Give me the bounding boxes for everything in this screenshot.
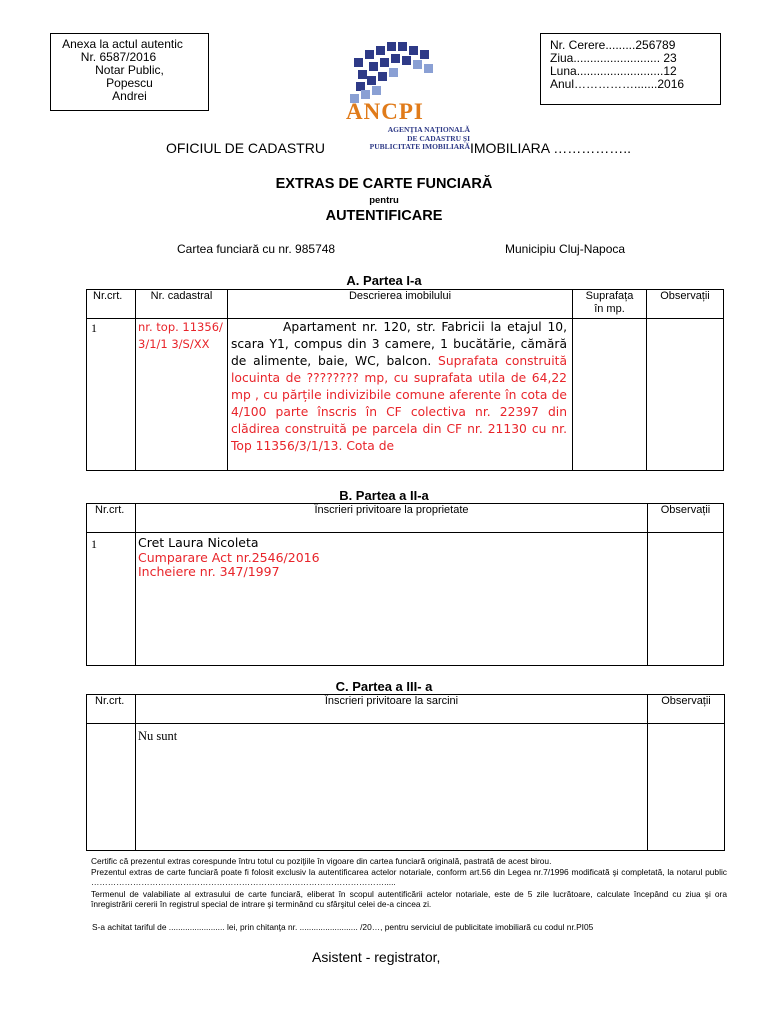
annex-box: [50, 33, 209, 111]
col-observatii: Observații: [648, 504, 724, 533]
table-row: [87, 319, 724, 471]
ancpi-logo: [338, 36, 473, 156]
owner-act: Cumparare Act nr.2546/2016: [138, 549, 320, 565]
logo-subtitle-line: AGENȚIA NAȚIONALĂ: [387, 125, 470, 134]
row-observatii: [648, 533, 724, 666]
footer-notes: [91, 856, 727, 933]
row-sarcini: Nu sunt: [136, 724, 648, 851]
row-nr: 1: [87, 319, 136, 471]
document-subtitle: AUTENTIFICARE: [325, 208, 443, 224]
table-row: [87, 533, 724, 666]
table-header-row: [87, 504, 724, 533]
footer-certification: Certific că prezentul extras corespunde întru totul cu poziţiile în vigoare din cartea funciară originală, pastrată de acest birou.: [91, 856, 552, 866]
col-observatii: Observații: [648, 695, 725, 724]
row-observatii: [648, 724, 725, 851]
description-suprafata: Suprafata construită locuinta de ???????? mp, cu suprafata utila de 64,22 mp , cu părțile indivizibile comune aferente în cota de 4/100 parte înscris în CF colectiva nr. 22397 din clădirea construită pe parcela din CF nr. 21130 cu nr. Top 11356/3/1/13. Cota de: [231, 354, 567, 453]
footer-usage: Prezentul extras de carte funciară poate fi folosit exclusiv la autentificarea actelor notariale, conform art.56 din Legea nr.7/1996 modificată şi completată, la notarul public …………………………………………………………………………………………….....: [91, 866, 727, 888]
logo-subtitle-line: DE CADASTRU ȘI: [407, 133, 470, 143]
annex-line: Nr. 6587/2016: [80, 50, 157, 64]
footer-validity: Termenul de valabiliate al extrasului de carte funciară, eliberat în scopul autentificării actelor notariale, este de 5 zile lucrătoare, calculate începând cu ziua şi ora înregistrării cererii în registrul special de intrare şi terminând cu sfârşitul celei de-a cincea zi.: [91, 888, 727, 910]
col-observatii: Observații: [647, 290, 724, 319]
annex-line: Notar Public,: [95, 63, 164, 77]
table-partea-2: [86, 503, 724, 666]
col-nr-crt: Nr.crt.: [87, 290, 136, 319]
row-owner: [136, 533, 648, 666]
col-inscrieri-proprietate: Înscrieri privitoare la proprietate: [136, 504, 648, 533]
col-nr-cadastral: Nr. cadastral: [136, 290, 228, 319]
office-right: IMOBILIARA ……………..: [470, 140, 632, 156]
annex-line: Popescu: [106, 76, 153, 90]
cartea-funciara-number: Cartea funciară cu nr. 985748: [177, 242, 336, 256]
request-year: Anul…………….......2016: [550, 77, 685, 91]
section-a-title: A. Partea I-a: [346, 273, 422, 288]
request-month: Luna..........................12: [550, 64, 677, 78]
col-nr-crt: Nr.crt.: [87, 504, 136, 533]
table-header-row: [87, 695, 725, 724]
row-nr: 1: [87, 533, 136, 666]
request-day: Ziua.......................... 23: [550, 51, 677, 65]
logo-subtitle-line: PUBLICITATE IMOBILIARĂ: [369, 142, 470, 151]
footer-tarif: S-a achitat tariful de ........................ lei, prin chitanţa nr. ......................... /20…, pentru serviciul de publicitate imobiliară cu codul nr.PI05: [92, 921, 594, 932]
table-row: [87, 724, 725, 851]
table-partea-3: [86, 694, 725, 851]
request-number: Nr. Cerere.........256789: [550, 38, 676, 52]
municipiu: Municipiu Cluj-Napoca: [505, 242, 626, 256]
table-partea-1: [86, 289, 724, 471]
description-text: Apartament nr. 120, str. Fabricii la etajul 10, scara Y1, compus din 3 camere, 1 bucătărie, cămără de alimente, baie, WC, balcon.: [231, 320, 567, 368]
annex-line: Anexa la actul autentic: [62, 37, 183, 51]
row-description: [228, 319, 573, 471]
col-nr-crt: Nr.crt.: [87, 695, 136, 724]
owner-incheiere: Incheiere nr. 347/1997: [138, 564, 280, 579]
table-header-row: [87, 290, 724, 319]
document-title: EXTRAS DE CARTE FUNCIARĂ: [275, 176, 493, 192]
annex-line: Andrei: [112, 89, 147, 103]
office-left: OFICIUL DE CADASTRU: [166, 140, 325, 156]
signature-label: Asistent - registrator,: [312, 949, 441, 965]
col-suprafata: Suprafața în mp.: [573, 290, 647, 319]
col-inscrieri-sarcini: Înscrieri privitoare la sarcini: [136, 695, 648, 724]
logo-subtitle: [342, 126, 470, 152]
logo-name: ANCPI: [346, 99, 424, 124]
col-descriere: Descrierea imobilului: [228, 290, 573, 319]
request-box: [540, 33, 721, 105]
row-cadastral: nr. top. 11356/3/1/1 3/S/XX: [136, 319, 228, 471]
section-b-title: B. Partea a II-a: [339, 488, 429, 503]
owner-name: Cret Laura Nicoleta: [138, 535, 259, 550]
section-c-title: C. Partea a III- a: [335, 679, 433, 694]
row-suprafata: [573, 319, 647, 471]
title-pentru: pentru: [369, 195, 399, 206]
row-nr: [87, 724, 136, 851]
row-observatii: [647, 319, 724, 471]
